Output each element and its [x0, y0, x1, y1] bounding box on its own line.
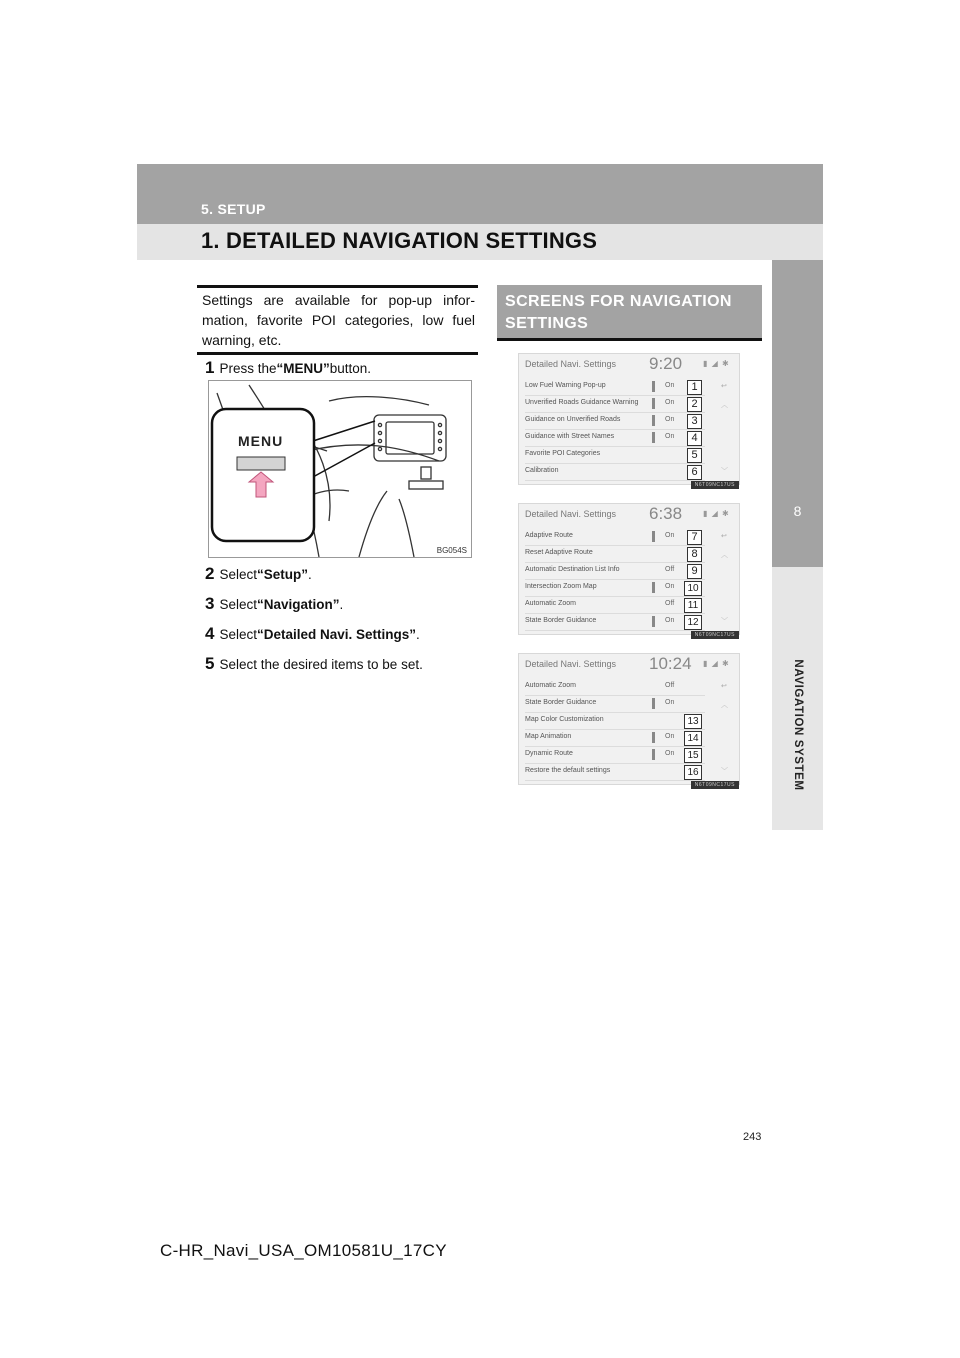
nav-settings-screen-3	[518, 653, 740, 788]
screen-clock: 6:38	[649, 504, 683, 523]
screen-code: N6T09NC17US	[691, 631, 739, 639]
step-1: 1 Press the “MENU” button.	[205, 358, 372, 377]
chevron-down-icon: ﹀	[721, 768, 728, 775]
callout-badge: 2	[687, 397, 702, 412]
callout-badge: 11	[684, 598, 702, 613]
callout-badge: 16	[684, 765, 702, 780]
setting-row[interactable]: Map Color Customization 13	[525, 713, 705, 730]
screen-clock: 9:20	[649, 354, 683, 373]
callout-badge: 8	[687, 547, 702, 562]
setting-row[interactable]: Guidance with Street Names On 4	[525, 430, 705, 447]
screen-title: Detailed Navi. Settings	[525, 359, 617, 369]
chevron-up-icon: ︿	[721, 402, 728, 409]
setting-row[interactable]: Unverified Roads Guidance Warning On 2	[525, 396, 705, 413]
nav-settings-screen-2	[518, 503, 740, 638]
callout-badge: 14	[684, 731, 702, 746]
status-icons: ▮ ◢ ✱	[703, 659, 730, 668]
callout-badge: 3	[687, 414, 702, 429]
screen-clock: 10:24	[649, 654, 692, 673]
chevron-down-icon: ﹀	[721, 618, 728, 625]
scroll-controls[interactable]	[719, 530, 733, 628]
setting-row[interactable]: Automatic Zoom Off	[525, 679, 705, 696]
screen-code: N6T09NC17US	[691, 781, 739, 789]
setting-row[interactable]: State Border Guidance On 12	[525, 614, 705, 631]
illustration-code: BG054S	[436, 546, 467, 555]
setting-row[interactable]: Adaptive Route On 7	[525, 529, 705, 546]
callout-badge: 4	[687, 431, 702, 446]
intro-box: Settings are available for pop-up infor-mation, favorite POI categories, low fuel warning, etc.	[197, 285, 478, 355]
section-label: 5. SETUP	[201, 201, 266, 217]
setting-row[interactable]: Calibration 6	[525, 464, 705, 481]
callout-badge: 12	[684, 615, 702, 630]
step-2: 2 Select “Setup” .	[205, 564, 312, 583]
callout-badge: 10	[684, 581, 702, 596]
setting-row[interactable]: Restore the default settings 16	[525, 764, 705, 781]
setting-row[interactable]: Intersection Zoom Map On 10	[525, 580, 705, 597]
setting-row[interactable]: Automatic Destination List Info Off 9	[525, 563, 705, 580]
scroll-controls[interactable]	[719, 380, 733, 478]
page-number: 243	[743, 1131, 762, 1143]
side-tab-number: 8	[772, 260, 823, 567]
chevron-down-icon: ﹀	[721, 468, 728, 475]
subheading: SCREENS FOR NAVIGATION SETTINGS	[497, 285, 762, 341]
back-icon: ↩	[721, 383, 727, 390]
setting-row[interactable]: Favorite POI Categories 5	[525, 447, 705, 464]
status-icons: ▮ ◢ ✱	[703, 359, 730, 368]
callout-badge: 15	[684, 748, 702, 763]
dashboard-illustration	[208, 380, 472, 558]
callout-badge: 13	[684, 714, 702, 729]
side-tab-label: NAVIGATION SYSTEM	[792, 659, 804, 791]
step-4: 4 Select “Detailed Navi. Settings” .	[205, 624, 420, 643]
scroll-controls[interactable]	[719, 680, 733, 778]
setting-row[interactable]: Guidance on Unverified Roads On 3	[525, 413, 705, 430]
back-icon: ↩	[721, 683, 727, 690]
screen-title: Detailed Navi. Settings	[525, 659, 617, 669]
status-icons: ▮ ◢ ✱	[703, 509, 730, 518]
screen-code: N6T09NC17US	[691, 481, 739, 489]
setting-row[interactable]: Reset Adaptive Route 8	[525, 546, 705, 563]
chevron-up-icon: ︿	[721, 702, 728, 709]
callout-badge: 5	[687, 448, 702, 463]
menu-button-label: MENU	[238, 433, 284, 449]
dashboard-drawing	[209, 381, 471, 557]
setting-row[interactable]: Low Fuel Warning Pop-up On 1	[525, 379, 705, 396]
chevron-up-icon: ︿	[721, 552, 728, 559]
setting-row[interactable]: Dynamic Route On 15	[525, 747, 705, 764]
callout-badge: 6	[687, 465, 702, 480]
callout-badge: 7	[687, 530, 702, 545]
footer-code: C-HR_Navi_USA_OM10581U_17CY	[160, 1241, 447, 1260]
callout-badge: 9	[687, 564, 702, 579]
page-title: 1. DETAILED NAVIGATION SETTINGS	[201, 228, 598, 253]
step-5: 5 Select the desired items to be set.	[205, 654, 423, 673]
callout-badge: 1	[687, 380, 702, 395]
step-3: 3 Select “Navigation” .	[205, 594, 344, 613]
nav-settings-screen-1	[518, 353, 740, 488]
setting-row[interactable]: State Border Guidance On	[525, 696, 705, 713]
screen-title: Detailed Navi. Settings	[525, 509, 617, 519]
back-icon: ↩	[721, 533, 727, 540]
setting-row[interactable]: Map Animation On 14	[525, 730, 705, 747]
setting-row[interactable]: Automatic Zoom Off 11	[525, 597, 705, 614]
